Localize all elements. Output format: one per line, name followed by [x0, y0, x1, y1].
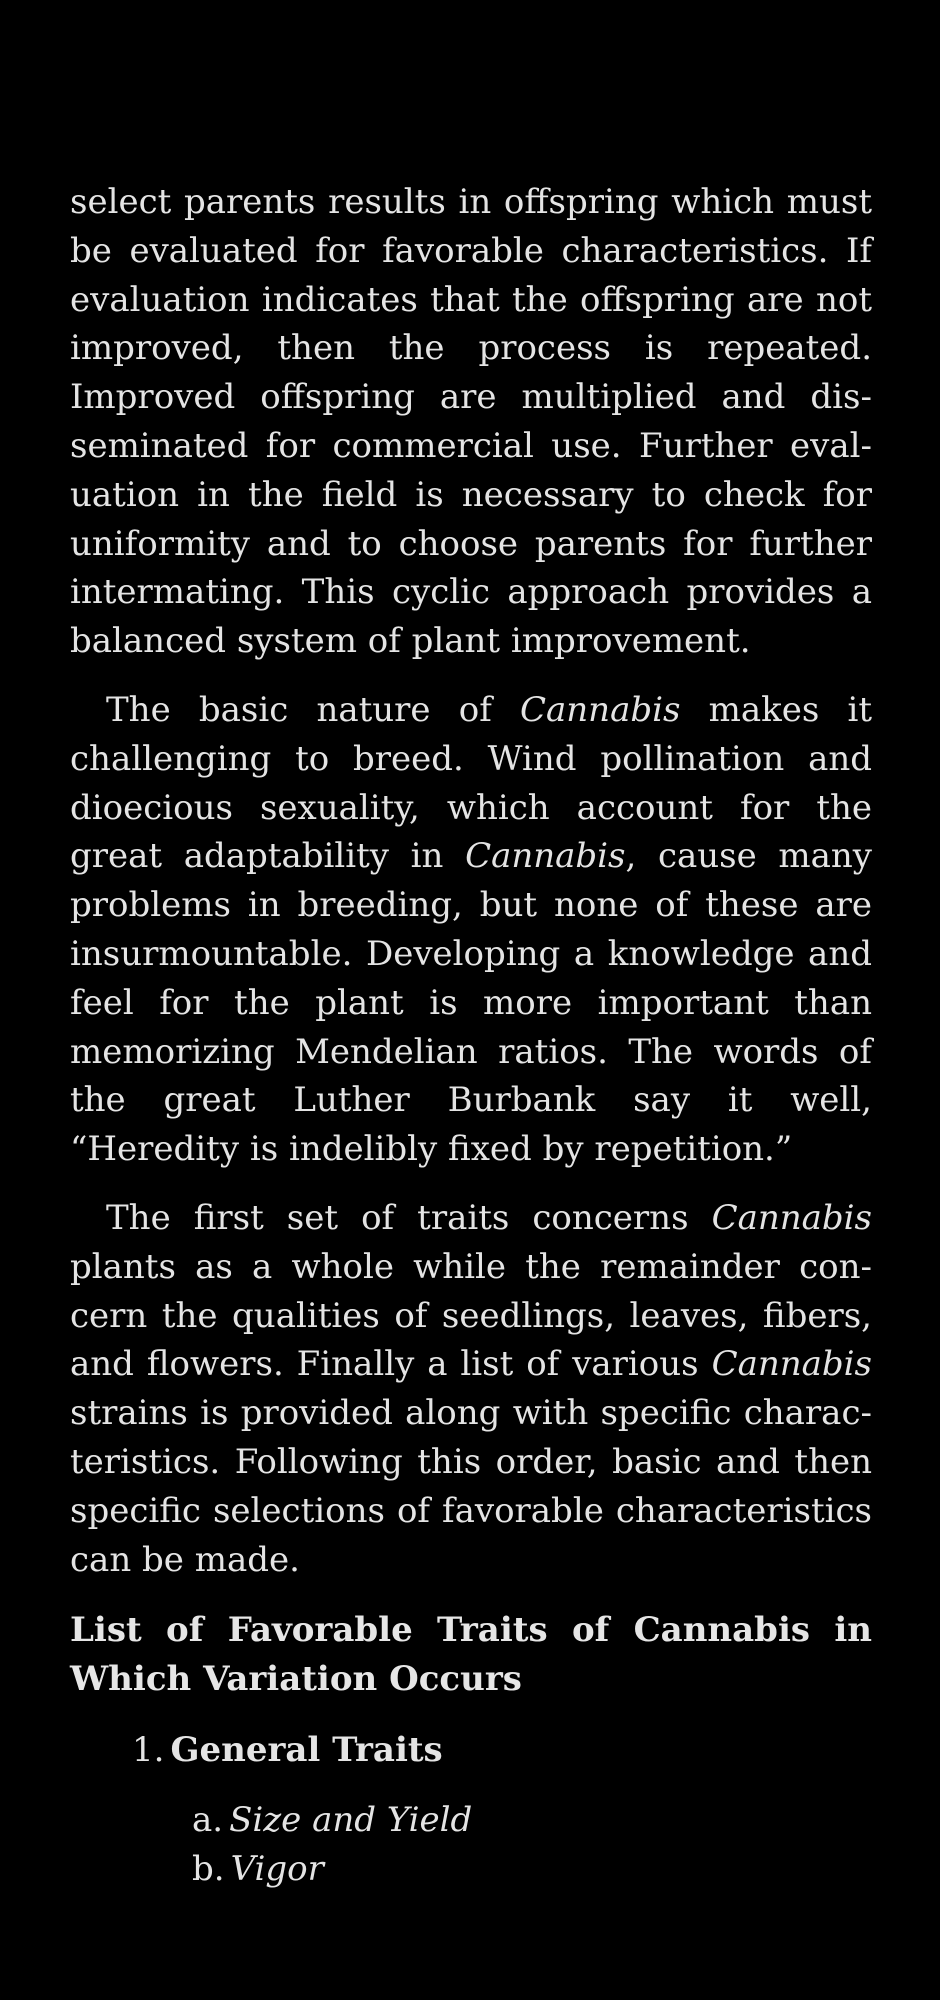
trait-list	[192, 1796, 872, 1894]
paragraph	[70, 178, 872, 666]
italic-term: Cannabis	[465, 836, 626, 877]
paragraph	[70, 686, 872, 1174]
italic-term: Cannabis	[519, 689, 681, 730]
section-number: 1.	[132, 1729, 165, 1770]
section-heading-general-traits	[132, 1726, 872, 1774]
page-content	[70, 178, 872, 1894]
item-letter: b.	[192, 1848, 225, 1889]
paragraph	[70, 1194, 872, 1584]
text-run: plants as a whole while the remainder concern the qualities of seedlings, leaves, fibers, and flowers. Finally a list of various	[70, 1246, 872, 1385]
item-label: Vigor	[230, 1848, 324, 1889]
list-item	[192, 1845, 872, 1894]
text-run: strains is provided along with specific characteristics. Following this order, basic and then specific selections of favorable characteristics can be made.	[70, 1393, 872, 1580]
item-letter: a.	[192, 1799, 224, 1840]
list-item	[192, 1796, 872, 1845]
list-heading: List of Favorable Traits of Cannabis in Which Variation Occurs	[70, 1610, 872, 1700]
text-run: makes it challenging to breed. Wind pollination and dioecious sexuality, which account for the great adaptability in	[70, 689, 873, 877]
item-label: Size and Yield	[229, 1799, 473, 1840]
text-run: The first set of traits concerns	[106, 1197, 712, 1238]
italic-term: Cannabis	[711, 1197, 872, 1238]
text-run: , cause many problems in breeding, but none of these are insurmountable. Developing a knowledge and feel for the plant is more important than memorizing Mendelian ratios. The words of the great Luther Burbank say it well, “Heredity is indelibly fixed by repetition.”	[70, 836, 872, 1170]
text-run: select parents results in offspring which must be evaluated for favorable characteristics. If evaluation indicates that the offspring are not improved, then the process is repeated. Improved offspring are multiplied and disseminated for commercial use. Further evaluation in the field is necessary to check for uniformity and to choose parents for further intermating. This cyclic approach provides a balanced system of plant improvement.	[70, 182, 872, 662]
section-title: General Traits	[170, 1729, 443, 1770]
body-text	[70, 178, 872, 1584]
text-run: The basic nature of	[106, 689, 520, 730]
italic-term: Cannabis	[711, 1344, 872, 1385]
